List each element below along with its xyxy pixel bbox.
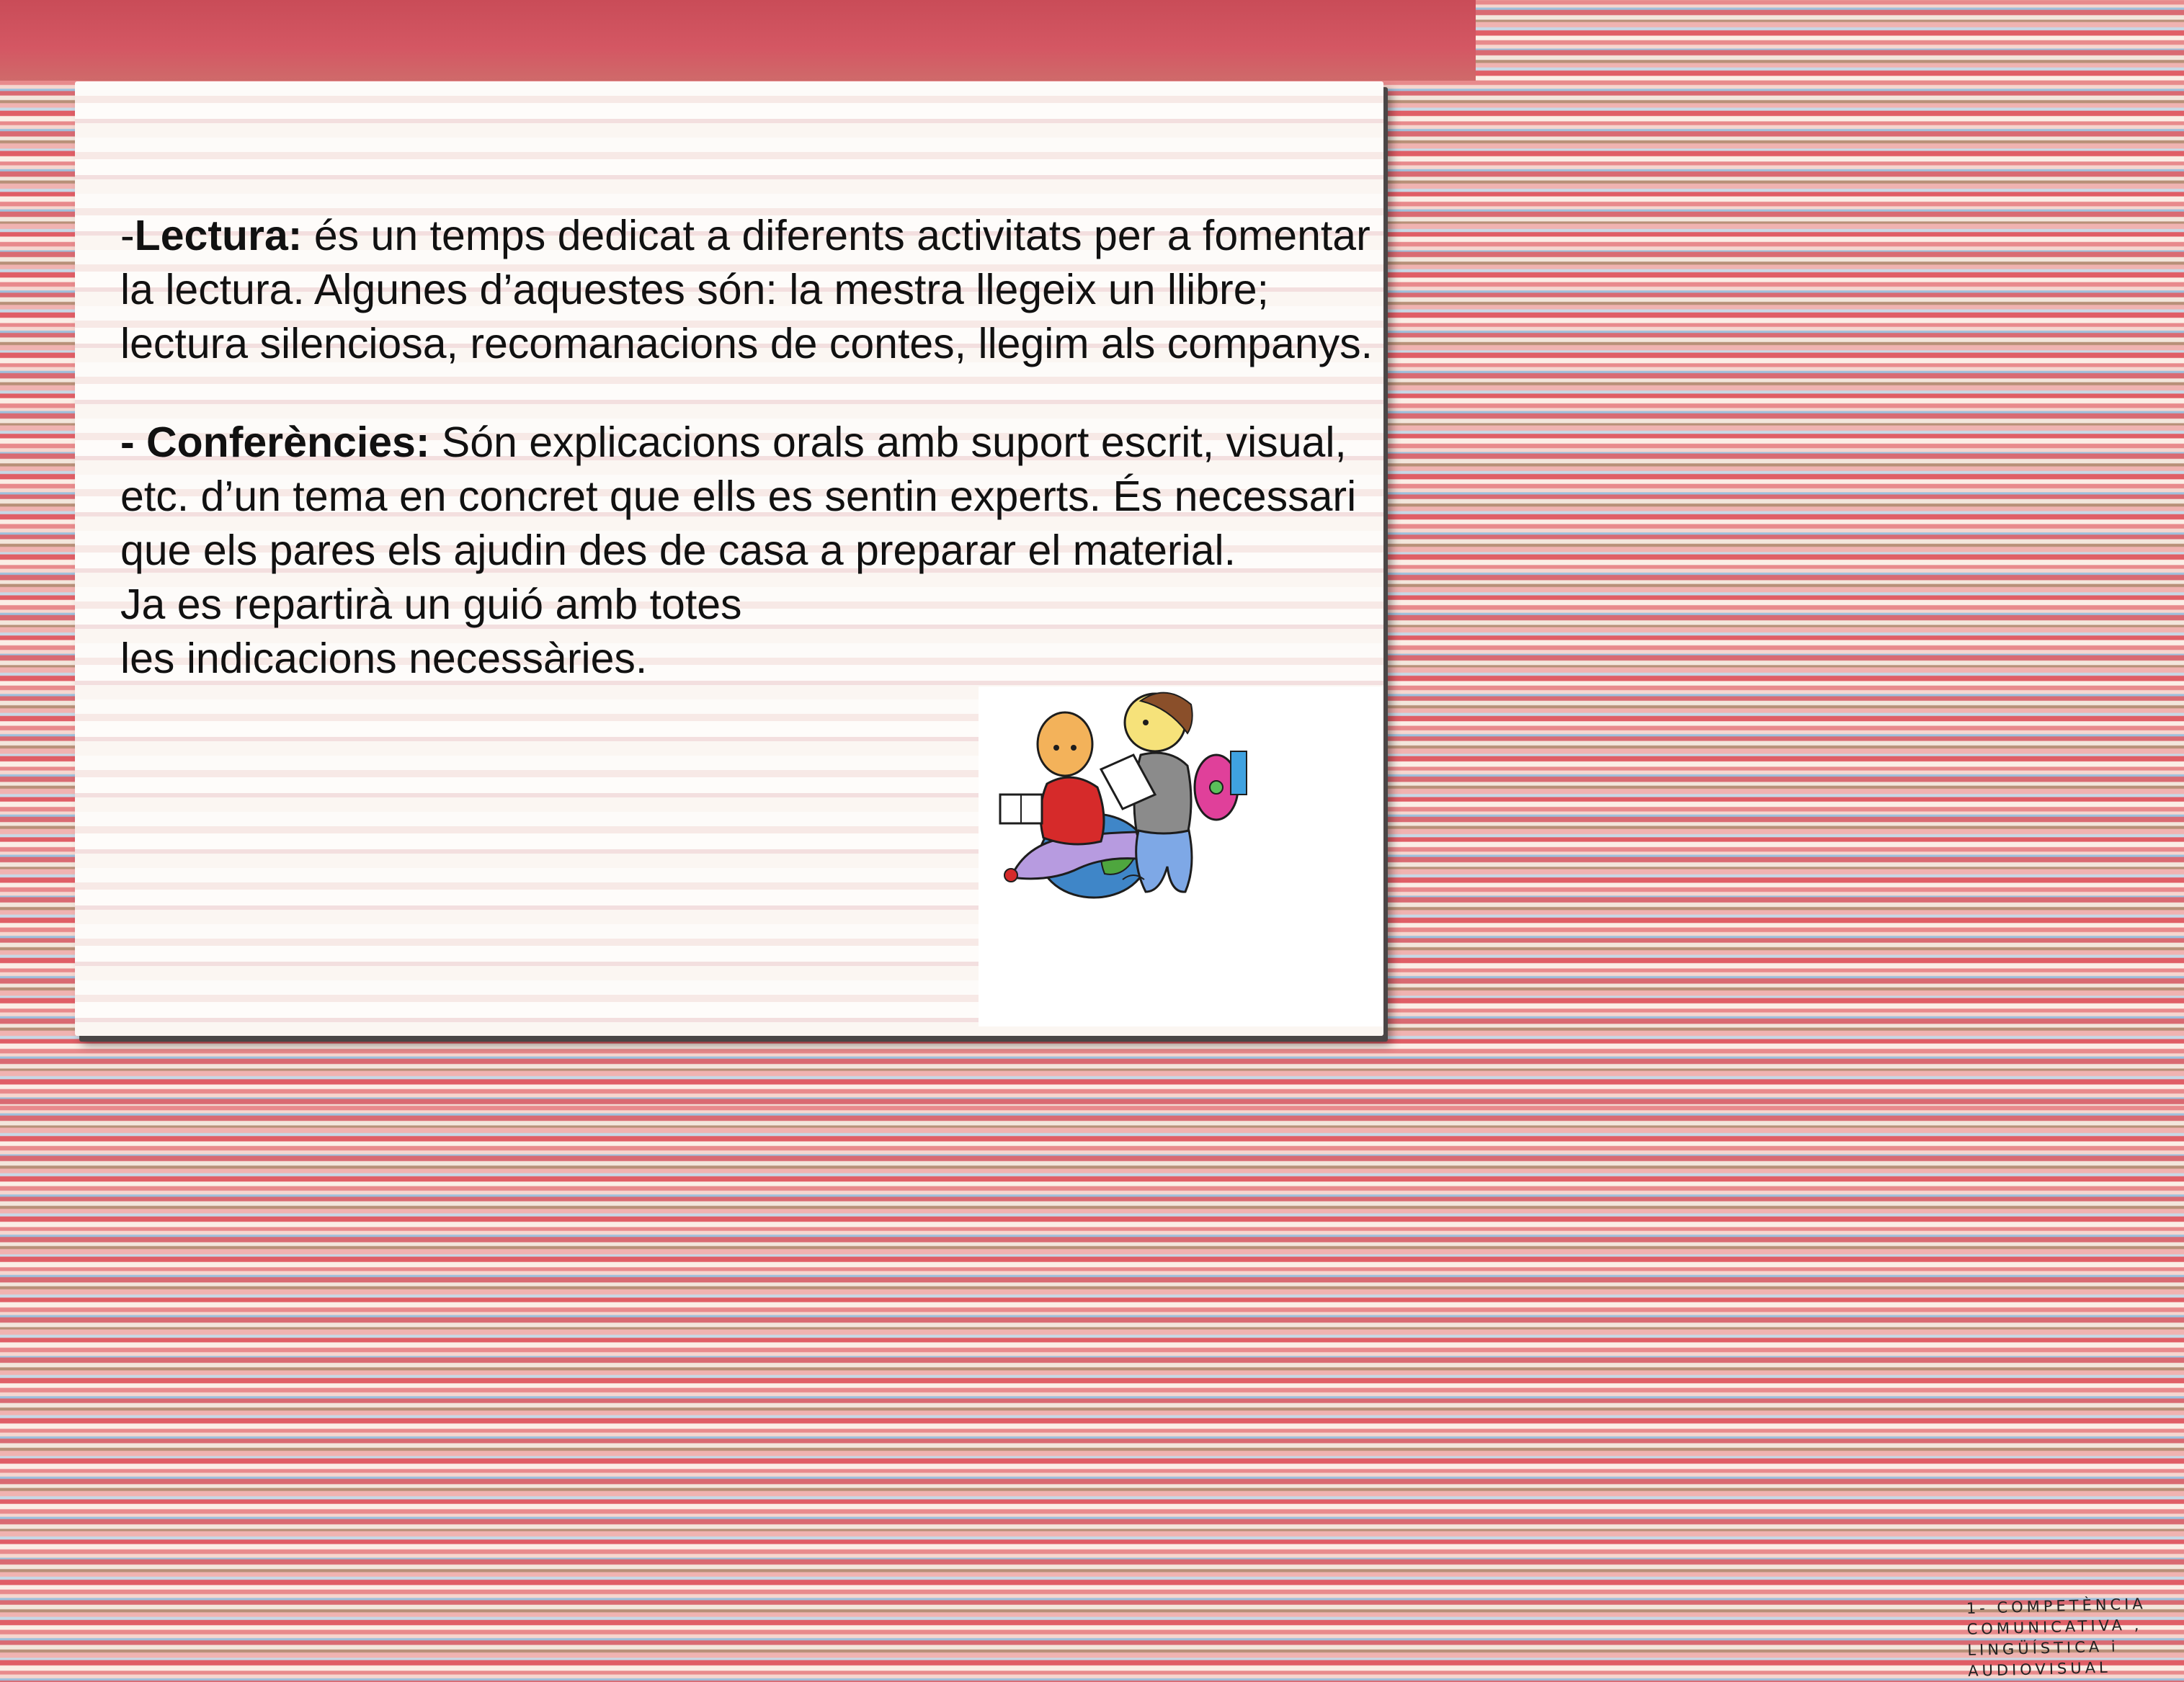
caption-line-3: LINGÜÍSTICA i bbox=[1967, 1637, 2120, 1659]
caption-line-4: AUDIOVISUAL bbox=[1967, 1658, 2112, 1680]
lectura-lead: - bbox=[120, 212, 135, 259]
term-lectura: Lectura: bbox=[134, 212, 303, 259]
top-banner bbox=[0, 0, 1476, 81]
children-globe-drawing bbox=[979, 686, 1383, 903]
caption-line-2: COMUNICATIVA , bbox=[1966, 1616, 2143, 1638]
caption-line-1: 1- COMPETÈNCIA bbox=[1966, 1595, 2147, 1617]
conferencies-text: Són explicacions orals amb suport escrit, visual, etc. d’un tema en concret que ells es sentin experts. És necessari que els pares els ajudin des de casa a preparar el material. Ja es repartirà un guió amb totes les indicacions necessàries. bbox=[120, 419, 1357, 682]
paragraph-conferencies bbox=[120, 416, 1374, 686]
slide-text bbox=[120, 209, 1374, 686]
lectura-text: és un temps dedicat a diferents activitats per a fomentar la lectura. Algunes d’aquestes són: la mestra llegeix un llibre; lectura silenciosa, recomanacions de contes, llegim als companys. bbox=[120, 212, 1373, 367]
competence-illustration bbox=[979, 686, 2147, 1680]
term-conferencies: - Conferències: bbox=[120, 419, 430, 466]
competence-caption bbox=[1966, 1593, 2184, 1682]
paragraph-lectura bbox=[120, 209, 1374, 371]
